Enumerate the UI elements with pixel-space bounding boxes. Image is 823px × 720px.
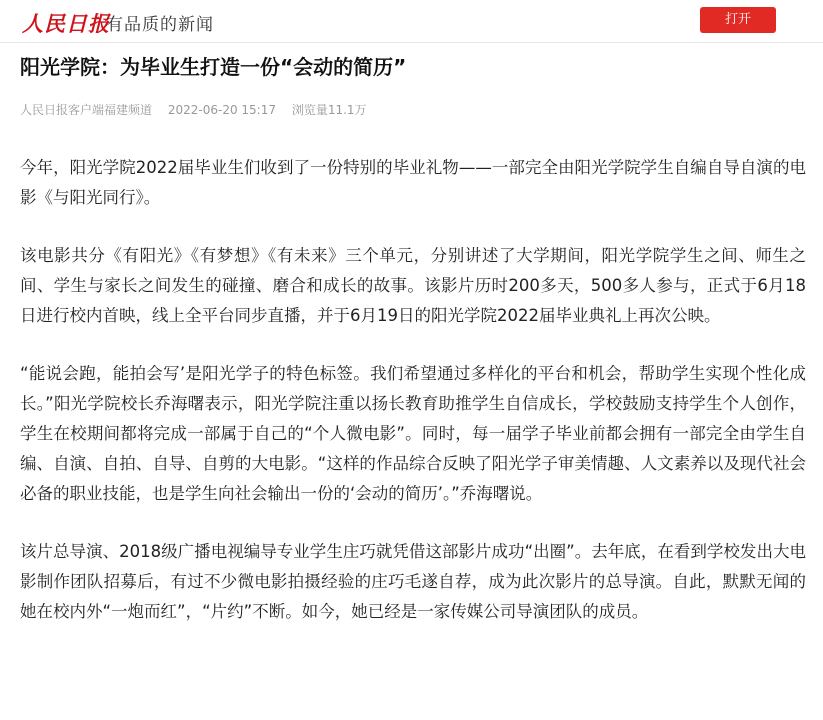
top-bar — [0, 0, 823, 43]
article-title: 阳光学院：为毕业生打造一份“会动的简历” — [20, 55, 407, 79]
article-body — [20, 153, 806, 655]
open-app-button[interactable]: 打开 — [700, 7, 776, 33]
article-paragraph: 今年，阳光学院2022届毕业生们收到了一份特别的毕业礼物——一部完全由阳光学院学生自编自导自演的电影《与阳光同行》。 — [20, 158, 806, 207]
peoples-daily-logo[interactable]: 人民日报 — [22, 11, 110, 36]
slogan: 有品质的新闻 — [106, 15, 214, 35]
article-paragraph: “能说会跑，能拍会写’是阳光学子的特色标签。我们希望通过多样化的平台和机会，帮助学生实现个性化成长。”阳光学院校长乔海曙表示，阳光学院注重以扬长教育助推学生自信成长，学校鼓励支持学生个人创作，学生在校期间都将完成一部属于自己的“个人微电影”。同时，每一届学子毕业前都会拥有一部完全由学生自编、自演、自拍、自导、自剪的大电影。“这样的作品综合反映了阳光学子审美情趣、人文素养以及现代社会必备的职业技能，也是学生向社会输出一份的‘会动的简历’。”乔海曙说。 — [20, 364, 806, 503]
article-paragraph: 该电影共分《有阳光》《有梦想》《有未来》三个单元，分别讲述了大学期间，阳光学院学生之间、师生之间、学生与家长之间发生的碰撞、磨合和成长的故事。该影片历时200多天，500多人参与，正式于6月18日进行校内首映，线上全平台同步直播，并于6月19日的阳光学院2022届毕业典礼上再次公映。 — [20, 246, 806, 325]
article-views: 浏览量11.1万 — [291, 103, 367, 117]
article-paragraph: 该片总导演、2018级广播电视编导专业学生庄巧就凭借这部影片成功“出圈”。去年底，在看到学校发出大电影制作团队招募后，有过不少微电影拍摄经验的庄巧毛遂自荐，成为此次影片的总导演。自此，默默无闻的她在校内外“一炮而红”，“片约”不断。如今，她已经是一家传媒公司导演团队的成员。 — [20, 542, 806, 621]
article-datetime: 2022-06-20 15:17 — [167, 103, 276, 117]
article-source: 人民日报客户端福建频道 — [20, 103, 153, 117]
article-meta — [20, 101, 379, 118]
